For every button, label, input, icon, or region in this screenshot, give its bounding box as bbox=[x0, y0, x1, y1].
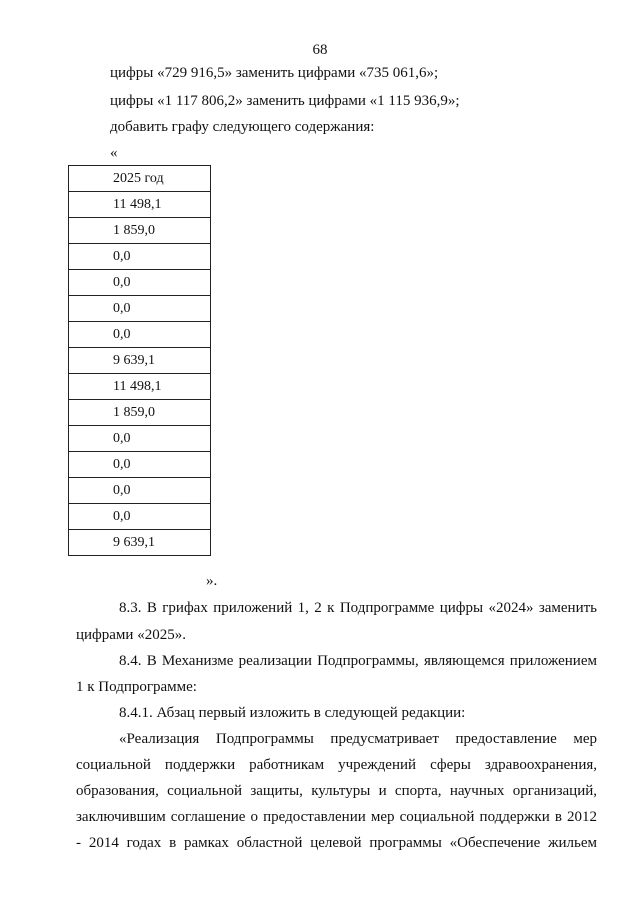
table-cell: 0,0 bbox=[69, 504, 211, 530]
table-row bbox=[69, 270, 211, 296]
table-row bbox=[69, 296, 211, 322]
values-table bbox=[68, 165, 211, 556]
close-quote: ». bbox=[206, 573, 218, 589]
table-cell: 1 859,0 bbox=[69, 218, 211, 244]
table-row bbox=[69, 504, 211, 530]
table-header-cell: 2025 год bbox=[69, 166, 211, 192]
table-cell: 0,0 bbox=[69, 478, 211, 504]
table-row bbox=[69, 530, 211, 556]
quote-line-2: социальной поддержки работникам учреждений сферы здравоохранения, bbox=[76, 757, 597, 773]
table-row bbox=[69, 478, 211, 504]
intro-line-3: добавить графу следующего содержания: bbox=[110, 119, 375, 135]
table-cell: 0,0 bbox=[69, 270, 211, 296]
quote-line-3: образования, социальной защиты, культуры и спорта, научных организаций, bbox=[76, 783, 597, 799]
open-quote: « bbox=[110, 145, 118, 161]
table-cell: 11 498,1 bbox=[69, 374, 211, 400]
table-row bbox=[69, 400, 211, 426]
paragraph-8-3-continuation: цифрами «2025». bbox=[76, 627, 186, 643]
paragraph-8-3: 8.3. В грифах приложений 1, 2 к Подпрограмме цифры «2024» заменить bbox=[119, 600, 597, 616]
quote-line-5: - 2014 годах в рамках областной целевой программы «Обеспечение жильем bbox=[76, 835, 597, 851]
table-cell: 0,0 bbox=[69, 426, 211, 452]
table-cell: 0,0 bbox=[69, 452, 211, 478]
quote-line-1: «Реализация Подпрограммы предусматривает предоставление мер bbox=[119, 731, 597, 747]
intro-line-2: цифры «1 117 806,2» заменить цифрами «1 115 936,9»; bbox=[110, 93, 460, 109]
table-row bbox=[69, 374, 211, 400]
table-header-row bbox=[69, 166, 211, 192]
table-row bbox=[69, 348, 211, 374]
table-cell: 9 639,1 bbox=[69, 348, 211, 374]
table-row bbox=[69, 192, 211, 218]
paragraph-8-4-continuation: 1 к Подпрограмме: bbox=[76, 679, 197, 695]
table-cell: 0,0 bbox=[69, 296, 211, 322]
table-cell: 0,0 bbox=[69, 244, 211, 270]
table-cell: 11 498,1 bbox=[69, 192, 211, 218]
paragraph-8-4-1: 8.4.1. Абзац первый изложить в следующей редакции: bbox=[119, 705, 466, 721]
paragraph-8-4: 8.4. В Механизме реализации Подпрограммы, являющемся приложением bbox=[119, 653, 597, 669]
table-row bbox=[69, 452, 211, 478]
table-row bbox=[69, 426, 211, 452]
intro-line-1: цифры «729 916,5» заменить цифрами «735 061,6»; bbox=[110, 65, 439, 81]
table-cell: 9 639,1 bbox=[69, 530, 211, 556]
table-row bbox=[69, 244, 211, 270]
page-number: 68 bbox=[312, 42, 328, 58]
table-row bbox=[69, 218, 211, 244]
table-cell: 0,0 bbox=[69, 322, 211, 348]
table-cell: 1 859,0 bbox=[69, 400, 211, 426]
table-row bbox=[69, 322, 211, 348]
quote-line-4: заключившим соглашение о предоставлении мер социальной поддержки в 2012 bbox=[76, 809, 597, 825]
